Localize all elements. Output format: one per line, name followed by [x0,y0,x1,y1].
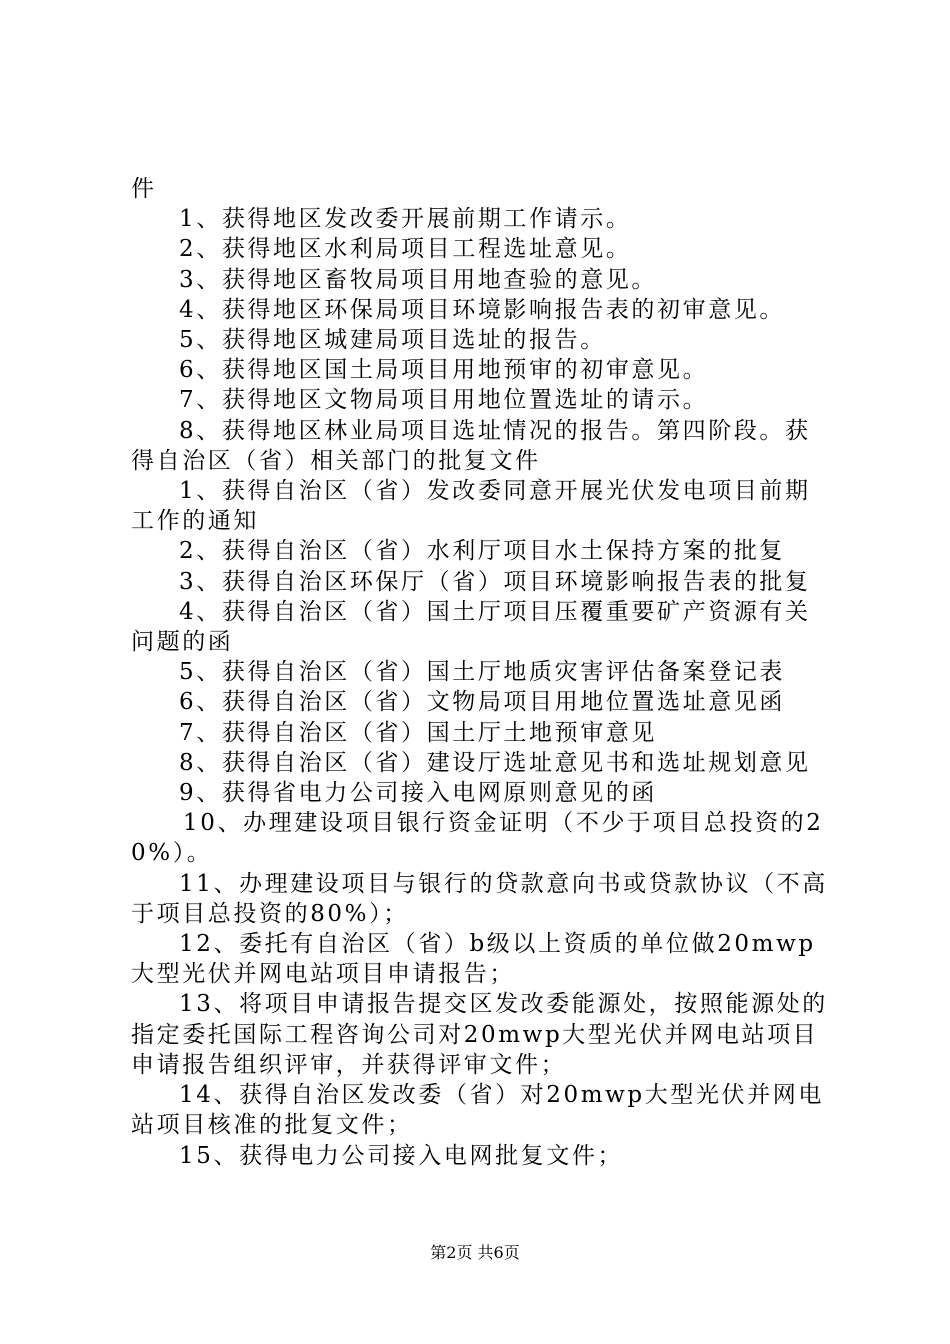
list-item: 10、办理建设项目银行资金证明（不少于项目总投资的20%）。 [131,810,824,867]
paragraph-continuation: 件 [131,176,157,202]
list-item: 5、获得自治区（省）国土厅地质灾害评估备案登记表 [179,659,786,686]
list-item: 5、获得地区城建局项目选址的报告。 [179,327,606,354]
page-number-label: 第2页 共6页 [430,1243,520,1262]
list-item: 12、委托有自治区（省）b级以上资质的单位做20mwp大型光伏并网电站项目申请报告； [131,931,816,988]
list-item: 3、获得自治区环保厅（省）项目环境影响报告表的批复 [179,568,811,595]
list-item: 7、获得地区文物局项目用地位置选址的请示。 [179,387,709,414]
list-item: 4、获得地区环保局项目环境影响报告表的初审意见。 [179,296,786,323]
list-item: 2、获得自治区（省）水利厅项目水土保持方案的批复 [179,538,786,565]
list-item: 14、获得自治区发改委（省）对20mwp大型光伏并网电站项目核准的批复文件； [131,1082,824,1139]
list-item: 11、办理建设项目与银行的贷款意向书或贷款协议（不高于项目总投资的80%）； [131,870,828,927]
list-item: 8、获得地区林业局项目选址情况的报告。第四阶段。获得自治区（省）相关部门的批复文件 [131,417,811,474]
list-item: 13、将项目申请报告提交区发改委能源处，按照能源处的指定委托国际工程咨询公司对20mwp大型光伏并网电站项目申请报告组织评审，并获得评审文件； [131,991,828,1078]
document-body [131,174,831,1171]
list-item: 6、获得自治区（省）文物局项目用地位置选址意见函 [179,689,786,716]
list-item: 2、获得地区水利局项目工程选址意见。 [179,236,632,263]
list-item: 15、获得电力公司接入电网批复文件； [179,1142,624,1169]
list-item: 1、获得自治区（省）发改委同意开展光伏发电项目前期工作的通知 [131,478,811,535]
list-item: 8、获得自治区（省）建设厅选址意见书和选址规划意见 [179,749,811,776]
list-item: 7、获得自治区（省）国土厅土地预审意见 [179,719,658,746]
list-item: 9、获得省电力公司接入电网原则意见的函 [179,780,658,807]
list-item: 1、获得地区发改委开展前期工作请示。 [179,206,632,233]
list-item: 3、获得地区畜牧局项目用地查验的意见。 [179,266,658,293]
list-item: 6、获得地区国土局项目用地预审的初审意见。 [179,357,709,384]
page-footer [0,1243,950,1263]
list-item: 4、获得自治区（省）国土厅项目压覆重要矿产资源有关问题的函 [131,598,811,656]
